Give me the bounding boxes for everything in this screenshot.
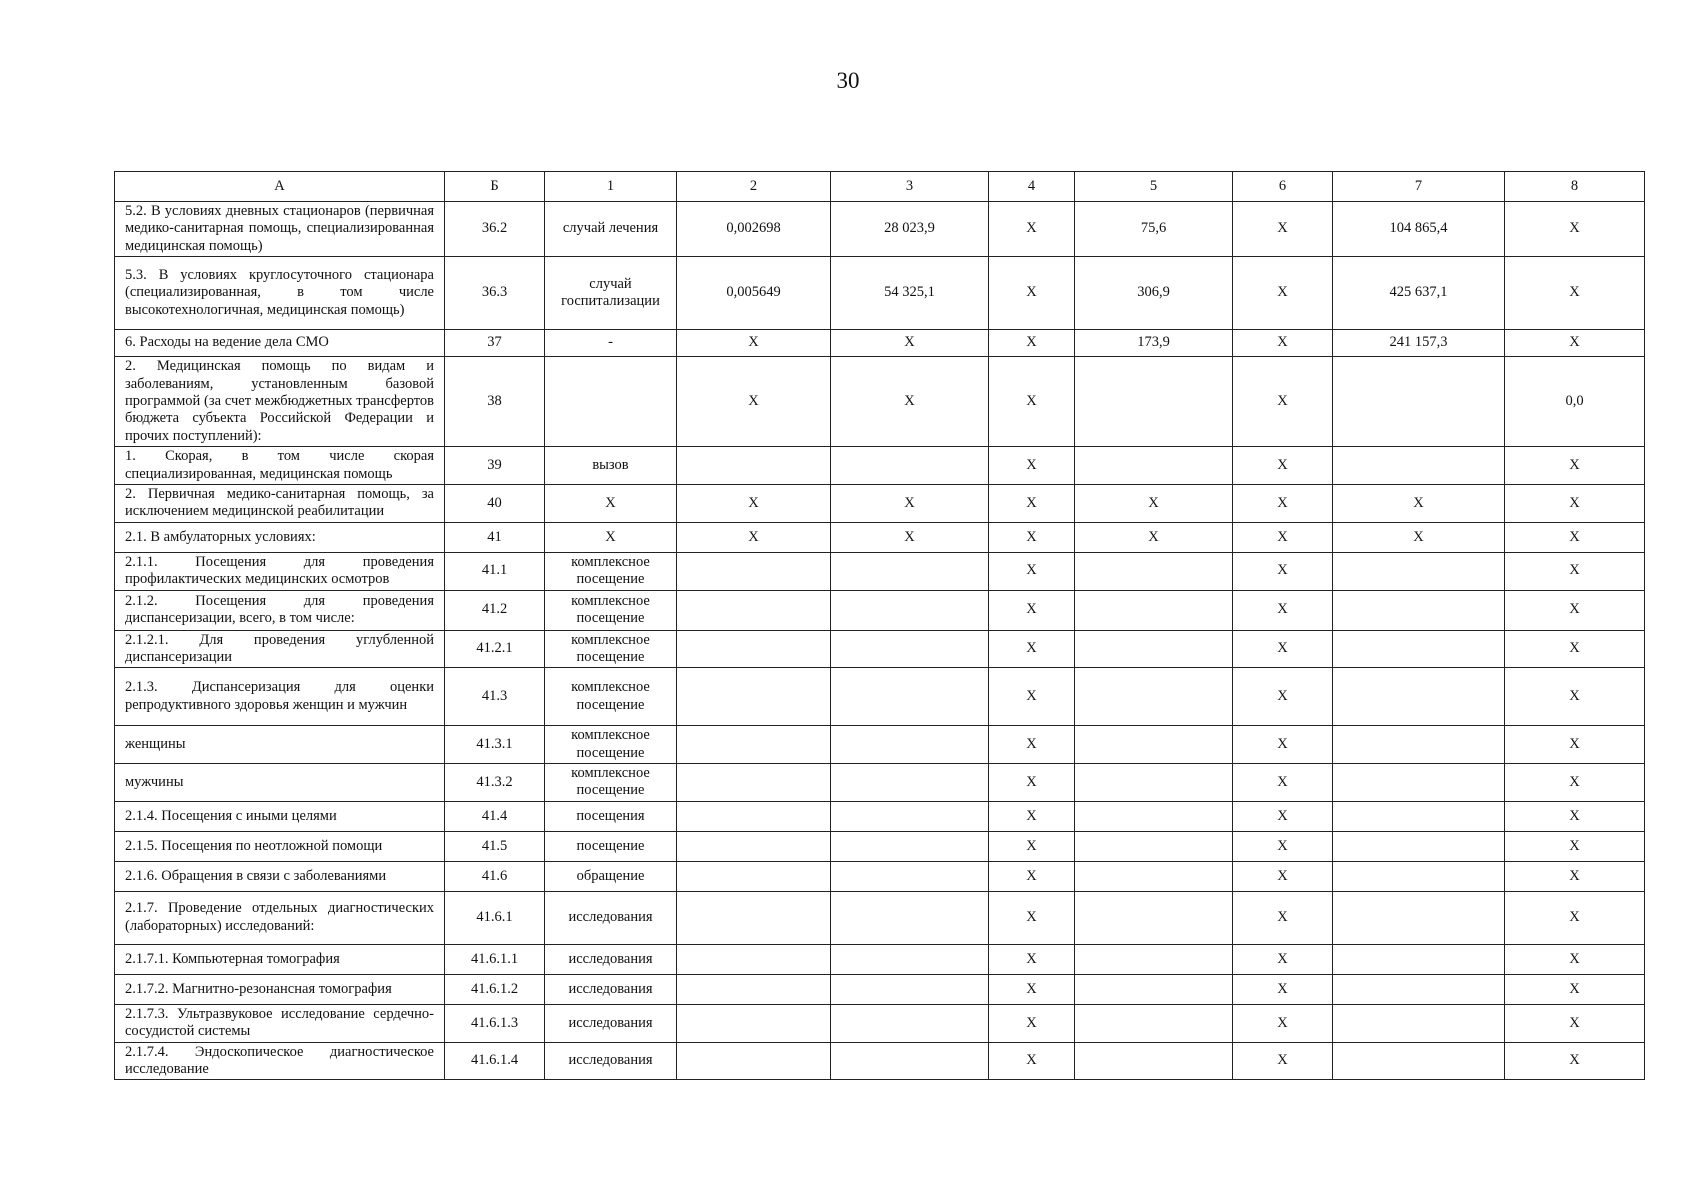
table-cell [831, 974, 989, 1004]
table-cell: X [545, 522, 677, 552]
table-cell: X [1233, 1042, 1333, 1080]
table-cell: X [989, 861, 1075, 891]
table-cell: X [989, 831, 1075, 861]
row-description: 2. Первичная медико-санитарная помощь, за исключением медицинской реабилитации [115, 484, 445, 522]
row-description: 2.1.3. Диспансеризация для оценки репродуктивного здоровья женщин и мужчин [115, 668, 445, 726]
table-cell: 41.6.1.2 [445, 974, 545, 1004]
table-cell: X [831, 522, 989, 552]
table-row [115, 891, 1645, 944]
table-row [115, 801, 1645, 831]
table-cell [1075, 801, 1233, 831]
table-cell: X [545, 484, 677, 522]
table-cell [677, 447, 831, 485]
table-cell [1075, 630, 1233, 668]
table-cell: исследования [545, 1042, 677, 1080]
table-cell [1333, 861, 1505, 891]
table-cell [1333, 630, 1505, 668]
table-cell: исследования [545, 974, 677, 1004]
table-cell: 41.5 [445, 831, 545, 861]
row-description: 5.3. В условиях круглосуточного стационара (специализированная, в том числе высокотехнологичная, медицинская помощь) [115, 257, 445, 330]
table-cell: X [1505, 764, 1645, 802]
table-cell: X [831, 357, 989, 447]
table-cell: X [1233, 447, 1333, 485]
table-cell: X [1233, 202, 1333, 257]
table-cell: X [677, 357, 831, 447]
row-description: 6. Расходы на ведение дела СМО [115, 330, 445, 357]
table-cell: X [1233, 330, 1333, 357]
table-cell: комплексное посещение [545, 668, 677, 726]
table-cell [831, 861, 989, 891]
table-cell [1075, 1042, 1233, 1080]
table-cell [831, 590, 989, 630]
table-cell: X [989, 484, 1075, 522]
table-row [115, 447, 1645, 485]
row-description: 2.1.5. Посещения по неотложной помощи [115, 831, 445, 861]
table-cell [1075, 764, 1233, 802]
table-cell [1333, 668, 1505, 726]
table-cell: X [1233, 668, 1333, 726]
table-cell [677, 1004, 831, 1042]
data-table [114, 171, 1645, 1080]
table-cell [1333, 974, 1505, 1004]
table-cell [677, 1042, 831, 1080]
table-cell: X [989, 257, 1075, 330]
row-description: 2.1.7. Проведение отдельных диагностических (лабораторных) исследований: [115, 891, 445, 944]
column-header: 2 [677, 172, 831, 202]
table-cell [677, 590, 831, 630]
table-cell: 36.2 [445, 202, 545, 257]
table-cell: комплексное посещение [545, 590, 677, 630]
table-cell: X [1505, 944, 1645, 974]
table-cell: комплексное посещение [545, 764, 677, 802]
table-cell [831, 944, 989, 974]
table-row [115, 831, 1645, 861]
table-row [115, 552, 1645, 590]
table-cell: X [1505, 726, 1645, 764]
table-row [115, 257, 1645, 330]
table-cell: 104 865,4 [1333, 202, 1505, 257]
table-cell: X [1333, 522, 1505, 552]
table-cell [831, 1004, 989, 1042]
table-cell: 39 [445, 447, 545, 485]
table-cell: X [1233, 831, 1333, 861]
table-cell: X [1233, 944, 1333, 974]
table-row [115, 974, 1645, 1004]
table-cell: X [989, 944, 1075, 974]
table-cell [1333, 726, 1505, 764]
table-cell [1333, 447, 1505, 485]
table-cell: исследования [545, 1004, 677, 1042]
table-cell: случай госпитализации [545, 257, 677, 330]
row-description: 2.1.4. Посещения с иными целями [115, 801, 445, 831]
table-cell: 41.6.1.1 [445, 944, 545, 974]
table-cell: X [989, 1004, 1075, 1042]
table-cell: 425 637,1 [1333, 257, 1505, 330]
table-cell: X [1233, 861, 1333, 891]
table-cell: X [1233, 522, 1333, 552]
table-cell: 40 [445, 484, 545, 522]
column-header: 3 [831, 172, 989, 202]
table-cell: X [989, 330, 1075, 357]
table-cell: X [831, 330, 989, 357]
table-cell [545, 357, 677, 447]
table-cell: X [989, 630, 1075, 668]
table-cell [1075, 831, 1233, 861]
table-cell: 41.6.1.3 [445, 1004, 545, 1042]
table-row [115, 357, 1645, 447]
table-cell [677, 630, 831, 668]
table-cell: X [1075, 522, 1233, 552]
table-cell [831, 447, 989, 485]
table-cell [677, 552, 831, 590]
table-cell: X [989, 668, 1075, 726]
table-cell: 37 [445, 330, 545, 357]
table-cell: 41 [445, 522, 545, 552]
row-description: женщины [115, 726, 445, 764]
table-cell [831, 831, 989, 861]
table-cell: X [677, 522, 831, 552]
table-cell: X [677, 484, 831, 522]
table-cell: 41.2 [445, 590, 545, 630]
table-cell: X [1505, 484, 1645, 522]
table-cell [1333, 831, 1505, 861]
row-description: 5.2. В условиях дневных стационаров (первичная медико-санитарная помощь, специализированная медицинская помощь) [115, 202, 445, 257]
table-cell: X [989, 974, 1075, 1004]
table-cell [1075, 357, 1233, 447]
table-cell: X [1505, 552, 1645, 590]
table-cell [1333, 1004, 1505, 1042]
table-cell: 0,0 [1505, 357, 1645, 447]
table-row [115, 764, 1645, 802]
table-cell: посещения [545, 801, 677, 831]
table-cell: - [545, 330, 677, 357]
table-cell: комплексное посещение [545, 726, 677, 764]
column-header: 5 [1075, 172, 1233, 202]
table-cell: X [989, 801, 1075, 831]
table-cell: X [989, 447, 1075, 485]
row-description: 2.1.1. Посещения для проведения профилактических медицинских осмотров [115, 552, 445, 590]
table-cell [677, 944, 831, 974]
table-row [115, 861, 1645, 891]
table-cell: X [989, 357, 1075, 447]
table-row [115, 590, 1645, 630]
table-cell: X [1505, 522, 1645, 552]
table-cell: X [989, 202, 1075, 257]
table-cell: X [1505, 1042, 1645, 1080]
table-cell: X [989, 726, 1075, 764]
table-cell: 306,9 [1075, 257, 1233, 330]
row-description: 1. Скорая, в том числе скорая специализированная, медицинская помощь [115, 447, 445, 485]
table-cell [1333, 891, 1505, 944]
table-cell [1333, 764, 1505, 802]
table-cell: X [1505, 630, 1645, 668]
table-cell: X [1505, 590, 1645, 630]
table-cell [677, 668, 831, 726]
table-cell: X [1505, 831, 1645, 861]
row-description: 2.1. В амбулаторных условиях: [115, 522, 445, 552]
row-description: 2. Медицинская помощь по видам и заболеваниям, установленным базовой программой (за счет межбюджетных трансфертов бюджета субъекта Российской Федерации и прочих поступлений): [115, 357, 445, 447]
table-cell [831, 726, 989, 764]
table-cell [677, 726, 831, 764]
table-cell: 41.3.1 [445, 726, 545, 764]
table-cell: 41.2.1 [445, 630, 545, 668]
table-cell [677, 974, 831, 1004]
table-cell: X [1233, 630, 1333, 668]
table-cell: X [1505, 668, 1645, 726]
table-cell [831, 764, 989, 802]
table-cell: 41.3.2 [445, 764, 545, 802]
column-header: 4 [989, 172, 1075, 202]
row-description: мужчины [115, 764, 445, 802]
table-row [115, 484, 1645, 522]
table-cell: X [1233, 1004, 1333, 1042]
table-cell: 41.6 [445, 861, 545, 891]
table-cell: X [1505, 1004, 1645, 1042]
table-cell: X [1233, 801, 1333, 831]
table-cell: 0,002698 [677, 202, 831, 257]
table-cell [1075, 891, 1233, 944]
table-cell: посещение [545, 831, 677, 861]
table-row [115, 202, 1645, 257]
table-cell: X [1505, 202, 1645, 257]
table-cell: случай лечения [545, 202, 677, 257]
table-cell: 28 023,9 [831, 202, 989, 257]
table-cell [1075, 552, 1233, 590]
table-cell: 41.1 [445, 552, 545, 590]
column-header: Б [445, 172, 545, 202]
table-cell: X [1505, 861, 1645, 891]
table-cell: X [989, 590, 1075, 630]
table-cell: X [1233, 590, 1333, 630]
table-body [115, 202, 1645, 1080]
table-cell [1075, 861, 1233, 891]
table-row [115, 630, 1645, 668]
table-cell: X [1233, 726, 1333, 764]
table-row [115, 522, 1645, 552]
table-cell [1075, 590, 1233, 630]
column-header: 6 [1233, 172, 1333, 202]
table-row [115, 726, 1645, 764]
column-header: 7 [1333, 172, 1505, 202]
row-description: 2.1.7.2. Магнитно-резонансная томография [115, 974, 445, 1004]
column-header: 8 [1505, 172, 1645, 202]
table-cell [1075, 447, 1233, 485]
table-cell [1333, 357, 1505, 447]
table-row [115, 944, 1645, 974]
table-cell: X [1233, 552, 1333, 590]
table-cell: 173,9 [1075, 330, 1233, 357]
table-cell [677, 764, 831, 802]
table-cell: 54 325,1 [831, 257, 989, 330]
table-cell [677, 891, 831, 944]
table-cell: исследования [545, 944, 677, 974]
table-cell: 41.6.1.4 [445, 1042, 545, 1080]
table-cell [831, 552, 989, 590]
table-cell [831, 1042, 989, 1080]
table-cell: 41.4 [445, 801, 545, 831]
header-row [115, 172, 1645, 202]
table-cell: X [989, 1042, 1075, 1080]
table-cell: 75,6 [1075, 202, 1233, 257]
table-row [115, 668, 1645, 726]
table-cell: X [1505, 891, 1645, 944]
table-cell: X [831, 484, 989, 522]
table-cell: 41.6.1 [445, 891, 545, 944]
table-cell: X [989, 552, 1075, 590]
table-cell: X [1233, 357, 1333, 447]
table-cell: X [1233, 974, 1333, 1004]
row-description: 2.1.2. Посещения для проведения диспансеризации, всего, в том числе: [115, 590, 445, 630]
table-cell [677, 831, 831, 861]
table-cell [677, 861, 831, 891]
row-description: 2.1.2.1. Для проведения углубленной диспансеризации [115, 630, 445, 668]
table-cell: X [1333, 484, 1505, 522]
table-cell [1075, 944, 1233, 974]
table-cell [1333, 944, 1505, 974]
table-cell: комплексное посещение [545, 552, 677, 590]
row-description: 2.1.7.3. Ультразвуковое исследование сердечно-сосудистой системы [115, 1004, 445, 1042]
table-cell [1333, 552, 1505, 590]
table-cell: X [1505, 330, 1645, 357]
table-cell [831, 630, 989, 668]
table-cell: X [677, 330, 831, 357]
table-cell: X [989, 764, 1075, 802]
table-cell: 41.3 [445, 668, 545, 726]
table-cell: X [1075, 484, 1233, 522]
table-cell: X [989, 522, 1075, 552]
table-cell: X [1233, 764, 1333, 802]
table-cell [1075, 974, 1233, 1004]
table-cell: X [1505, 447, 1645, 485]
column-header: А [115, 172, 445, 202]
row-description: 2.1.7.1. Компьютерная томография [115, 944, 445, 974]
column-header: 1 [545, 172, 677, 202]
table-cell [1333, 1042, 1505, 1080]
table-cell [677, 801, 831, 831]
table-row [115, 330, 1645, 357]
page-number: 30 [836, 68, 860, 93]
table-cell: 36.3 [445, 257, 545, 330]
table-cell [831, 801, 989, 831]
table-cell: 0,005649 [677, 257, 831, 330]
table-cell: исследования [545, 891, 677, 944]
table-cell [1075, 668, 1233, 726]
table-cell [1075, 726, 1233, 764]
table-cell: 241 157,3 [1333, 330, 1505, 357]
table-row [115, 1042, 1645, 1080]
table-cell: X [1233, 484, 1333, 522]
table-cell: X [989, 891, 1075, 944]
table-cell [831, 668, 989, 726]
table-cell: X [1505, 257, 1645, 330]
table-cell: X [1505, 974, 1645, 1004]
table-cell: обращение [545, 861, 677, 891]
table-cell: X [1505, 801, 1645, 831]
table-cell: X [1233, 891, 1333, 944]
table-cell: комплексное посещение [545, 630, 677, 668]
table-cell [1075, 1004, 1233, 1042]
table-row [115, 1004, 1645, 1042]
table-cell: 38 [445, 357, 545, 447]
table-cell: вызов [545, 447, 677, 485]
row-description: 2.1.7.4. Эндоскопическое диагностическое исследование [115, 1042, 445, 1080]
table-cell: X [1233, 257, 1333, 330]
row-description: 2.1.6. Обращения в связи с заболеваниями [115, 861, 445, 891]
table-cell [831, 891, 989, 944]
table-cell [1333, 801, 1505, 831]
table-cell [1333, 590, 1505, 630]
